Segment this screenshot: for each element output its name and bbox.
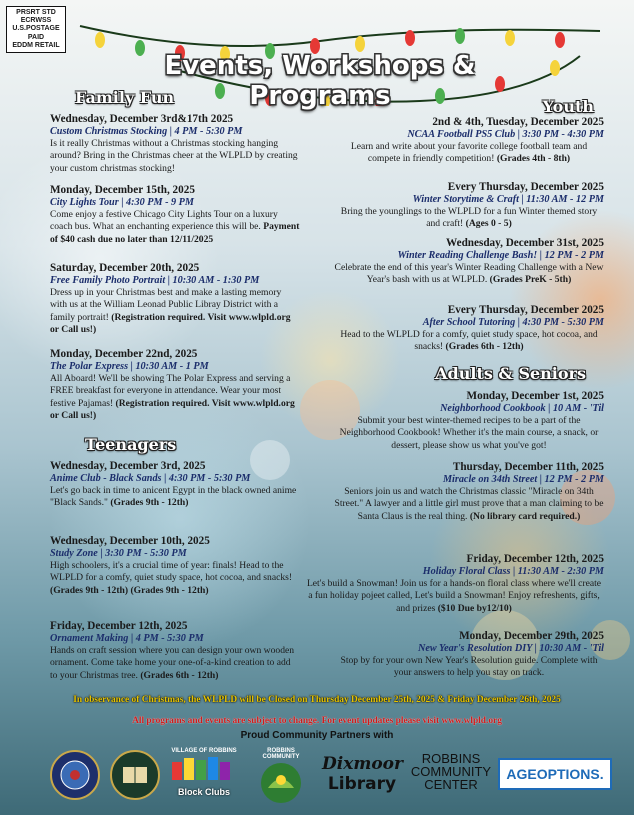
- event-note: (Grades 4th - 8th): [496, 153, 571, 165]
- youth-event: [334, 116, 604, 166]
- event-program: Winter Reading Challenge Bash! | 12 PM - 2 PM: [397, 250, 604, 261]
- event-note: Payment of $40 cash due no later than 12/11/2025: [50, 221, 300, 245]
- event-date: Wednesday, December 10th, 2025: [50, 535, 210, 547]
- event-description: Dress up in your Christmas best and make a lasting memory with us at the William Leonad Public Libray District with a family portrait!: [50, 287, 282, 323]
- event-description: Come enjoy a festive Chicago City Lights Tour on a luxury coach bus. What an enchanting experience this will be.: [50, 209, 278, 233]
- event-program: Neighborhood Cookbook | 10 AM - 'Til: [440, 403, 604, 414]
- teen-event: [50, 620, 300, 682]
- event-description: Hands on craft session where you can design your own wooden ornament. Come take home your one-of-a-kind creation to add to your Christmas tree.: [50, 645, 295, 681]
- rcc-line-3: CENTER: [424, 777, 478, 792]
- event-date: Wednesday, December 3rd, 2025: [50, 460, 206, 472]
- adult-event: [334, 461, 604, 523]
- event-description: High schoolers, it's a crucial time of year: finals! Head to the WLPLD for a comfy, quiet study space, hot cocoa, and snacks!: [50, 560, 293, 584]
- event-date: Friday, December 12th, 2025: [466, 553, 604, 565]
- event-description: Learn and write about your favorite college football team and compete in friendly competition!: [350, 141, 588, 165]
- event-date: Every Thursday, December 2025: [447, 304, 604, 316]
- youth-event: [334, 304, 604, 354]
- postal-line: EDDM RETAIL: [12, 41, 60, 49]
- event-program: After School Tutoring | 4:30 PM - 5:30 PM: [422, 317, 604, 328]
- community-garden-logo: [248, 748, 314, 804]
- robbins-community-center-logo: [410, 752, 492, 791]
- event-description: Let's build a Snowman! Join us for a hands-on floral class where we'll create a fun holiday pojeet called, Let's build a Snowman! Enjoy refreshents, gifts, and prizes: [306, 578, 602, 614]
- rcc-line-1: ROBBINS: [421, 751, 481, 766]
- youth-event: [334, 237, 604, 287]
- postal-line: ECRWSS: [20, 17, 52, 25]
- event-program: Miracle on 34th Street | 12 PM - 2 PM: [442, 474, 604, 485]
- village-arc-text: VILLAGE OF ROBBINS: [171, 748, 237, 754]
- partner-logos: [20, 744, 614, 804]
- event-date: Every Thursday, December 2025: [447, 181, 604, 193]
- event-date: Friday, December 12th, 2025: [50, 620, 188, 632]
- event-description: Is it really Christmas without a Christmas stocking hanging around? Bring in the Christmas cheer at the WLPLD by creating your custom christmas stocking!: [50, 138, 298, 174]
- event-program: Free Family Photo Portrait | 10:30 AM - 1:30 PM: [50, 275, 260, 286]
- event-program: Study Zone | 3:30 PM - 5:30 PM: [50, 548, 187, 559]
- event-description: Celebrate the end of this year's Winter Reading Challenge with a New Year's bash with us at WLPLD.: [334, 262, 604, 286]
- postal-indicia: [6, 6, 66, 53]
- event-program: Winter Storytime & Craft | 11:30 AM - 12 PM: [412, 194, 604, 205]
- event-note: (Ages 0 - 5): [465, 218, 512, 230]
- event-program: Holiday Floral Class | 11:30 AM - 2:30 PM: [422, 566, 604, 577]
- family-event: [50, 184, 300, 246]
- adult-event: [334, 630, 604, 680]
- teenagers-heading: Teenagers: [85, 435, 177, 454]
- event-description: Stop by for your own New Year's Resolution guide. Complete with your answers to help you stay on track.: [340, 655, 598, 679]
- family-fun-heading: Family Fun: [75, 88, 175, 107]
- event-date: Saturday, December 20th, 2025: [50, 262, 200, 274]
- event-program: City Lights Tour | 4:30 PM - 9 PM: [50, 197, 194, 208]
- library-seal-icon: [110, 750, 160, 800]
- postal-line: U.S.POSTAGE: [12, 25, 60, 33]
- adults-seniors-heading: Adults & Seniors: [435, 364, 586, 383]
- youth-event: [334, 181, 604, 231]
- event-program: Ornament Making | 4 PM - 5:30 PM: [50, 633, 204, 644]
- event-note: (No library card required.): [469, 510, 581, 522]
- garden-arc-text: ROBBINS COMMUNITY: [262, 748, 300, 760]
- teen-event: [50, 460, 300, 510]
- event-note: (Grades PreK - 5th): [489, 274, 572, 286]
- event-date: Monday, December 29th, 2025: [459, 630, 604, 642]
- event-note: (Grades 6th - 12th): [140, 669, 219, 681]
- youth-heading: Youth: [542, 97, 594, 116]
- event-program: New Year's Resolution DIY | 10:30 AM - 'Til: [417, 643, 604, 654]
- event-description: Bring the younglings to the WLPLD for a fun Winter themed story and craft!: [340, 206, 598, 230]
- event-note: (Grades 9th - 12th) (Grades 9th - 12th): [50, 584, 209, 596]
- event-note: (Registration required. Visit www.wlpld.org or Call us!): [50, 397, 295, 422]
- block-clubs-logo: [168, 748, 240, 804]
- event-program: NCAA Football PS5 Club | 3:30 PM - 4:30 PM: [407, 129, 604, 140]
- event-date: Monday, December 22nd, 2025: [50, 348, 198, 360]
- dixmoor-library-logo: [322, 754, 402, 794]
- event-date: Thursday, December 11th, 2025: [452, 461, 604, 473]
- page-title: Events, Workshops & Programs: [164, 51, 476, 111]
- teen-event: [50, 535, 300, 597]
- event-description: All Aboard! We'll be showing The Polar Express and serving a FREE breakfast for everyone in attendance. Wear your most festive Pajamas!: [50, 373, 291, 409]
- people-icon: [168, 754, 240, 782]
- ageoptions-logo: [498, 758, 612, 790]
- event-date: Wednesday, December 31st, 2025: [446, 237, 604, 249]
- event-date: Monday, December 1st, 2025: [466, 390, 604, 402]
- event-date: 2nd & 4th, Tuesday, December 2025: [432, 116, 604, 128]
- event-program: The Polar Express | 10:30 AM - 1 PM: [50, 361, 209, 372]
- family-event: [50, 262, 300, 337]
- partners-heading: Proud Community Partners with: [240, 730, 394, 741]
- postal-line: PRSRT STD: [16, 9, 56, 16]
- library-text: Library: [327, 774, 397, 794]
- event-note: (Grades 6th - 12th): [445, 341, 524, 353]
- event-program: Custom Christmas Stocking | 4 PM - 5:30 PM: [50, 126, 243, 137]
- change-notice: All programs and events are subject to change. For event updates please visit www.wlpld.org: [132, 716, 502, 726]
- garden-icon: [248, 760, 314, 806]
- event-date: Wednesday, December 3rd&17th 2025: [50, 113, 234, 125]
- adult-event: [334, 390, 604, 452]
- event-note: ($10 Due by12/10): [437, 602, 512, 614]
- event-note: (Grades 9th - 12th): [110, 497, 189, 509]
- closure-notice: In observance of Christmas, the WLPLD will be Closed on Thursday December 25th, 2025 & Friday December 26th, 2025: [73, 695, 561, 705]
- event-program: Anime Club - Black Sands | 4:30 PM - 5:30 PM: [50, 473, 251, 484]
- block-clubs-label: Block Clubs: [177, 787, 230, 797]
- dixmoor-text: Dixmoor: [322, 754, 403, 774]
- event-date: Monday, December 15th, 2025: [50, 184, 195, 196]
- family-event: [50, 348, 300, 423]
- seal-icon: [50, 750, 100, 800]
- family-event: [50, 113, 300, 175]
- event-description: Seniors join us and watch the Christmas classic "Miracle on 34th Street." A lawyer and a little girl must prove that a man claiming to be Santa Claus is the real thing.: [334, 486, 604, 522]
- event-description: Head to the WLPLD for a comfy, quiet study space, hot cocoa, and snacks!: [340, 329, 598, 353]
- event-note: (Registration required. Visit www.wlpld.org or Call us!): [50, 311, 291, 336]
- event-description: Submit your best winter-themed recipes to be a part of the Neighborhood Cookbook! Whether it's the main course, a snack, or dessert, please show us what you've got!: [339, 415, 599, 451]
- adult-event: [304, 553, 604, 615]
- postal-line: PAID: [27, 33, 45, 41]
- ageoptions-text: AGEOPTIONS.: [506, 766, 604, 782]
- event-description: Let's go back in time to anicent Egypt in the black owned anime "Black Sands.": [50, 485, 297, 509]
- rcc-line-2: COMMUNITY: [410, 764, 492, 779]
